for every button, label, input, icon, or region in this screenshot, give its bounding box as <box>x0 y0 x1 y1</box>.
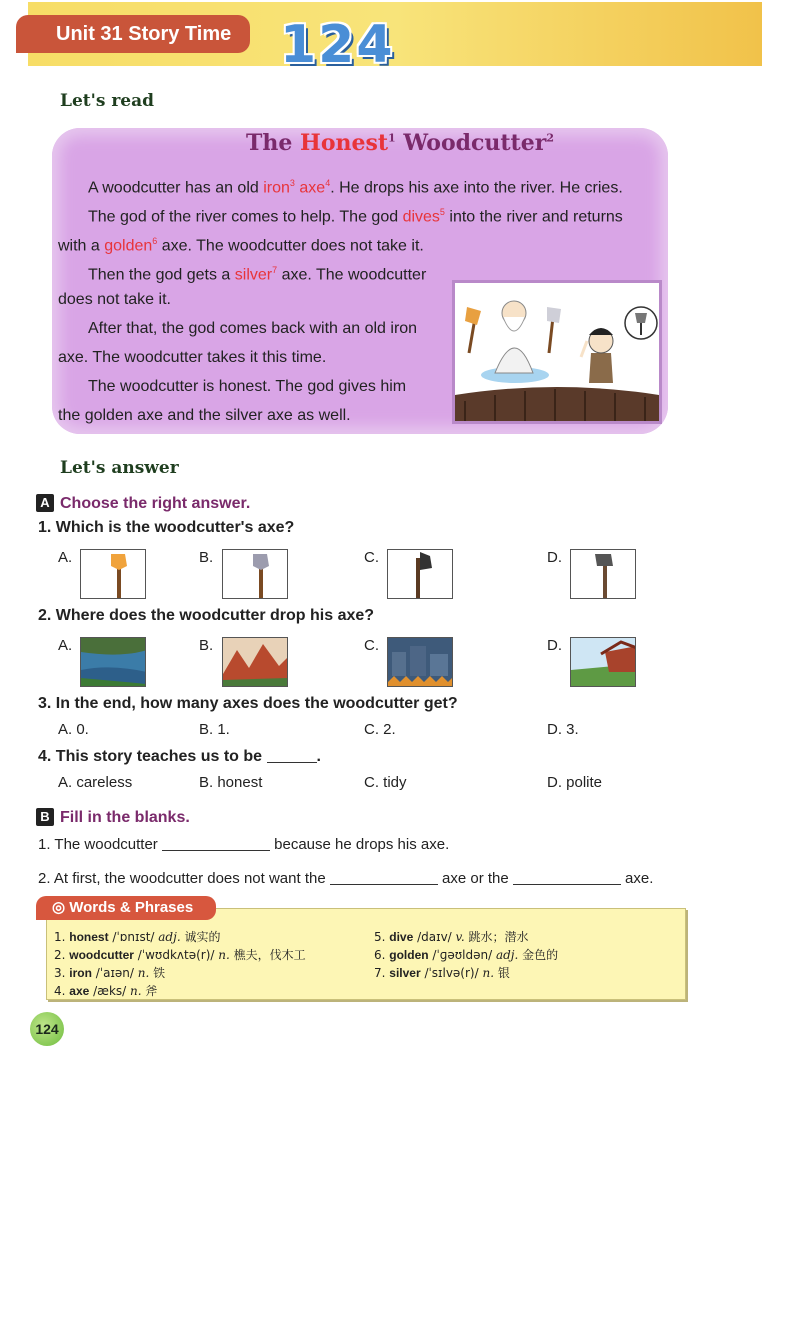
story-illustration <box>452 280 662 424</box>
story-line-7: axe. The woodcutter takes it this time. <box>58 349 327 366</box>
axe-dark-icon[interactable] <box>570 549 636 599</box>
q2-option-a-label: A. <box>58 637 73 654</box>
q4-option-d[interactable]: D. polite <box>547 774 603 791</box>
word-item: 4. axe /æks/ n. 斧 <box>54 984 158 998</box>
word-item: 7. silver /ˈsɪlvə(r)/ n. 银 <box>374 966 510 980</box>
q4-option-a[interactable]: A. careless <box>58 774 133 791</box>
story-line-6: After that, the god comes back with an old iron <box>88 320 418 337</box>
story-line-2: The god of the river comes to help. The god dives$^5$ into the river and returns <box>88 207 623 226</box>
q1-option-a-label: A. <box>58 549 73 566</box>
word-item: 1. honest /ˈɒnɪst/ adj. 诚实的 <box>54 930 221 944</box>
q4-option-b[interactable]: B. honest <box>199 774 263 791</box>
fill-2-blank-2[interactable] <box>513 870 621 885</box>
word-item: 6. golden /ˈɡəʊldən/ adj. 金色的 <box>374 948 559 962</box>
story-line-9: the golden axe and the silver axe as well. <box>58 407 351 424</box>
q1-option-c-label: C. <box>364 549 379 566</box>
page-number-badge: 124 <box>30 1012 64 1046</box>
story-line-8: The woodcutter is honest. The god gives him <box>88 378 407 395</box>
mountain-scene-image[interactable] <box>222 637 288 687</box>
q3-option-c[interactable]: C. 2. <box>364 721 396 738</box>
lets-read-label: Let's read <box>40 90 220 112</box>
story-line-1: A woodcutter has an old iron$^3$ axe$^4$. He drops his axe into the river. He cries. <box>88 178 623 197</box>
question-3: 3. In the end, how many axes does the woodcutter get? <box>38 695 458 712</box>
word-item: 5. dive /daɪv/ v. 跳水；潜水 <box>374 930 529 944</box>
story-line-4: Then the god gets a silver$^7$ axe. The woodcutter <box>88 265 427 284</box>
q4-blank[interactable] <box>267 748 317 763</box>
fill-blank-1: 1. The woodcutter because he drops his axe. <box>38 836 450 853</box>
words-phrases-tab: ◎ Words & Phrases <box>36 896 216 920</box>
q1-option-d-label: D. <box>547 549 562 566</box>
q2-option-b-label: B. <box>199 637 214 654</box>
story-line-5: does not take it. <box>58 291 171 308</box>
story-title: The Honest$^1$ Woodcutter$^2$ <box>246 130 554 156</box>
page-number-large: 124 <box>280 15 395 75</box>
village-scene-image[interactable] <box>570 637 636 687</box>
fill-1-blank[interactable] <box>162 836 270 851</box>
fill-2-blank-1[interactable] <box>330 870 438 885</box>
axe-golden-icon[interactable] <box>80 549 146 599</box>
story-line-3: with a golden$^6$ axe. The woodcutter does not take it. <box>58 236 424 255</box>
unit-title: Unit 31 Story Time <box>16 15 250 53</box>
city-scene-image[interactable] <box>387 637 453 687</box>
question-1: 1. Which is the woodcutter's axe? <box>38 519 295 536</box>
q3-option-a[interactable]: A. 0. <box>58 721 89 738</box>
river-scene-image[interactable] <box>80 637 146 687</box>
q2-option-d-label: D. <box>547 637 562 654</box>
axe-silver-icon[interactable] <box>222 549 288 599</box>
axe-iron-icon[interactable] <box>387 549 453 599</box>
question-2: 2. Where does the woodcutter drop his axe? <box>38 607 375 624</box>
part-a-heading: A Choose the right answer. <box>36 494 250 513</box>
q3-option-b[interactable]: B. 1. <box>199 721 230 738</box>
q2-option-c-label: C. <box>364 637 379 654</box>
q3-option-d[interactable]: D. 3. <box>547 721 579 738</box>
word-item: 3. iron /ˈaɪən/ n. 铁 <box>54 966 166 980</box>
q4-option-c[interactable]: C. tidy <box>364 774 407 791</box>
q1-option-b-label: B. <box>199 549 214 566</box>
part-b-heading: B Fill in the blanks. <box>36 808 190 827</box>
question-4: 4. This story teaches us to be . <box>38 748 321 765</box>
word-item: 2. woodcutter /ˈwʊdkʌtə(r)/ n. 樵夫，伐木工 <box>54 948 306 962</box>
fill-blank-2: 2. At first, the woodcutter does not want the axe or the axe. <box>38 870 654 887</box>
lets-answer-label: Let's answer <box>40 457 216 479</box>
